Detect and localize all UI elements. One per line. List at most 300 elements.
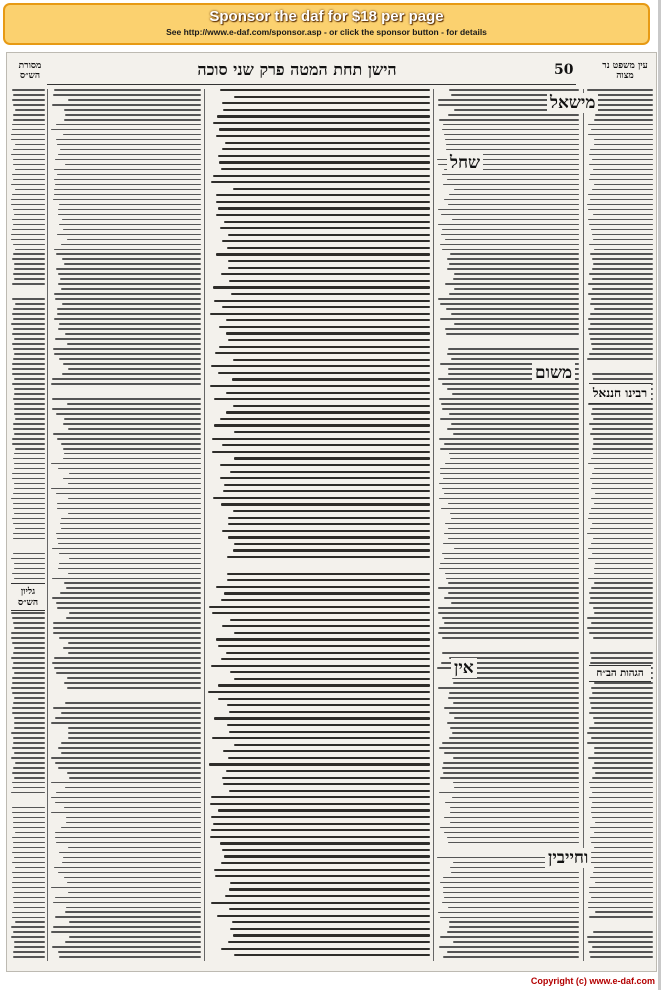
text-line	[225, 142, 430, 144]
text-line	[589, 887, 653, 889]
text-line	[58, 328, 201, 330]
text-line	[12, 912, 45, 914]
text-line	[592, 278, 653, 280]
text-line	[589, 164, 653, 166]
text-line	[61, 244, 201, 246]
text-line	[14, 353, 45, 355]
text-line	[594, 568, 653, 570]
text-line	[13, 662, 45, 664]
text-line	[14, 722, 45, 724]
text-line	[594, 847, 653, 849]
text-line	[443, 892, 579, 894]
text-line	[222, 849, 430, 851]
text-line	[448, 114, 579, 116]
text-line	[64, 807, 201, 809]
text-line	[214, 424, 430, 426]
text-line	[440, 448, 579, 450]
text-line	[591, 657, 653, 659]
text-line	[213, 175, 430, 177]
text-line	[588, 558, 653, 560]
text-line	[590, 253, 653, 255]
text-line	[231, 293, 430, 295]
text-line	[592, 159, 653, 161]
text-line	[223, 783, 430, 785]
text-line	[58, 154, 201, 156]
text-line	[68, 483, 201, 485]
text-line	[592, 373, 653, 375]
text-line	[233, 934, 430, 936]
text-line	[234, 96, 430, 98]
text-line	[451, 358, 579, 360]
text-line	[11, 637, 45, 639]
text-line	[55, 897, 201, 899]
text-line	[11, 687, 45, 689]
text-line	[442, 174, 579, 176]
text-line	[591, 343, 653, 345]
text-line	[52, 408, 201, 410]
text-line	[12, 882, 45, 884]
text-line	[58, 273, 201, 275]
text-line	[438, 587, 579, 589]
text-line	[68, 368, 201, 370]
text-line	[451, 602, 579, 604]
text-line	[589, 892, 653, 894]
text-line	[587, 936, 653, 938]
text-line	[595, 911, 653, 913]
text-line	[14, 338, 45, 340]
text-line	[14, 627, 45, 629]
text-line	[68, 732, 201, 734]
rabbeinu-chananel-header: רבינו חננאל	[589, 383, 651, 404]
text-line	[13, 553, 45, 555]
text-line	[58, 951, 201, 953]
text-line	[14, 278, 45, 280]
text-line	[444, 558, 579, 560]
text-line	[14, 433, 45, 435]
text-line	[12, 852, 45, 854]
text-line	[218, 809, 430, 811]
text-line	[62, 373, 201, 375]
text-line	[51, 722, 201, 724]
text-line	[593, 637, 653, 639]
text-line	[59, 956, 201, 958]
text-line	[51, 129, 201, 131]
text-line	[65, 941, 201, 943]
text-line	[440, 418, 579, 420]
text-line	[438, 632, 579, 634]
text-line	[438, 607, 579, 609]
text-line	[11, 234, 45, 236]
text-line	[214, 717, 430, 719]
text-line	[216, 194, 430, 196]
text-line	[442, 488, 579, 490]
text-line	[454, 548, 579, 550]
text-line	[228, 536, 430, 538]
page-header	[7, 59, 656, 81]
text-line	[226, 411, 430, 413]
text-line	[55, 298, 201, 300]
text-line	[440, 318, 579, 320]
text-line	[229, 888, 430, 890]
text-line	[591, 587, 653, 589]
text-line	[212, 737, 430, 739]
text-line	[53, 627, 201, 629]
text-line	[54, 89, 201, 91]
text-line	[68, 513, 201, 515]
text-line	[227, 704, 430, 706]
text-line	[446, 308, 579, 310]
text-line	[454, 787, 579, 789]
text-line	[227, 573, 430, 575]
text-line	[13, 931, 45, 933]
text-line	[444, 622, 579, 624]
text-line	[55, 837, 201, 839]
text-line	[440, 468, 579, 470]
text-line	[54, 657, 201, 659]
text-line	[12, 837, 45, 839]
text-line	[65, 787, 201, 789]
text-line	[57, 234, 201, 236]
text-line	[449, 89, 579, 91]
text-line	[587, 204, 653, 206]
text-line	[58, 543, 201, 545]
text-line	[13, 209, 45, 211]
text-line	[67, 677, 201, 679]
text-line	[219, 161, 430, 163]
text-line	[12, 518, 45, 520]
text-line	[587, 742, 653, 744]
text-line	[219, 128, 430, 130]
text-line	[58, 747, 201, 749]
text-line	[67, 882, 201, 884]
text-line	[439, 483, 579, 485]
text-line	[12, 363, 45, 365]
text-line	[14, 393, 45, 395]
text-line	[439, 627, 579, 629]
text-line	[590, 597, 653, 599]
text-line	[12, 617, 45, 619]
text-line	[11, 134, 45, 136]
text-line	[450, 822, 579, 824]
text-line	[62, 219, 201, 221]
text-line	[440, 563, 579, 565]
text-line	[61, 712, 201, 714]
text-line	[593, 263, 653, 265]
text-line	[12, 473, 45, 475]
text-line	[442, 249, 579, 251]
text-line	[439, 119, 579, 121]
text-line	[589, 224, 653, 226]
sponsor-banner[interactable]	[3, 3, 650, 45]
text-line	[228, 234, 430, 236]
text-line	[445, 463, 579, 465]
text-line	[594, 249, 653, 251]
text-line	[232, 378, 430, 380]
text-line	[56, 139, 201, 141]
text-line	[12, 258, 45, 260]
text-line	[13, 822, 45, 824]
text-line	[449, 194, 579, 196]
text-line	[589, 154, 653, 156]
text-line	[54, 667, 201, 669]
text-line	[451, 423, 579, 425]
text-line	[590, 702, 653, 704]
text-line	[13, 787, 45, 789]
text-line	[14, 488, 45, 490]
text-line	[53, 199, 201, 201]
text-line	[448, 348, 579, 350]
text-line	[53, 94, 201, 96]
column-divider	[47, 89, 48, 961]
sponsor-title[interactable]: Sponsor the daf for $18 per page	[209, 8, 444, 25]
text-line	[588, 134, 653, 136]
text-line	[589, 951, 653, 953]
text-line	[591, 498, 653, 500]
text-line	[593, 443, 653, 445]
text-line	[54, 169, 201, 171]
text-line	[51, 782, 201, 784]
text-line	[588, 941, 653, 943]
text-line	[447, 722, 579, 724]
text-line	[11, 936, 45, 938]
text-line	[443, 762, 579, 764]
text-line	[440, 882, 579, 884]
text-line	[52, 378, 201, 380]
text-line	[588, 518, 653, 520]
text-line	[14, 268, 45, 270]
text-line	[213, 122, 430, 124]
text-line	[13, 104, 45, 106]
text-line	[592, 189, 653, 191]
text-line	[13, 318, 45, 320]
text-line	[224, 484, 430, 486]
text-line	[592, 692, 653, 694]
text-line	[68, 652, 201, 654]
text-line	[13, 951, 45, 953]
text-line	[590, 877, 653, 879]
text-line	[14, 727, 45, 729]
text-line	[59, 563, 201, 565]
text-line	[592, 234, 653, 236]
text-line	[449, 921, 579, 923]
text-line	[222, 530, 430, 532]
text-line	[15, 418, 45, 420]
text-line	[53, 707, 201, 709]
text-line	[59, 852, 201, 854]
text-line	[234, 457, 430, 459]
paragraph-gap	[437, 338, 579, 348]
text-line	[12, 174, 45, 176]
text-line	[55, 159, 201, 161]
text-line	[214, 398, 430, 400]
text-line	[221, 862, 430, 864]
text-line	[13, 398, 45, 400]
text-line	[12, 438, 45, 440]
text-line	[593, 169, 653, 171]
text-line	[55, 762, 201, 764]
text-line	[446, 333, 579, 335]
text-line	[60, 592, 201, 594]
text-line	[591, 897, 653, 899]
text-line	[57, 508, 201, 510]
text-line	[592, 258, 653, 260]
text-line	[58, 468, 201, 470]
text-line	[51, 383, 201, 385]
text-line	[13, 273, 45, 275]
text-line	[440, 777, 579, 779]
text-line	[592, 288, 653, 290]
text-line	[14, 672, 45, 674]
text-line	[588, 907, 653, 909]
text-line	[11, 732, 45, 734]
ein-mishpat-header: עין משפט נר מצוה	[602, 61, 648, 81]
text-line	[589, 592, 653, 594]
text-line	[593, 717, 653, 719]
text-line	[448, 538, 579, 540]
text-line	[214, 869, 430, 871]
text-line	[218, 155, 430, 157]
text-line	[592, 767, 653, 769]
text-line	[588, 328, 653, 330]
text-line	[442, 229, 579, 231]
text-line	[588, 902, 653, 904]
text-line	[444, 897, 579, 899]
text-line	[213, 497, 430, 499]
page-number: 50	[554, 62, 574, 78]
text-line	[589, 782, 653, 784]
text-line	[589, 797, 653, 799]
text-line	[592, 348, 653, 350]
text-line	[60, 278, 201, 280]
text-line	[595, 493, 653, 495]
copyright-link[interactable]: Copyright (c) www.e-daf.com	[530, 976, 655, 986]
text-line	[454, 323, 579, 325]
text-line	[228, 941, 430, 943]
text-line	[68, 737, 201, 739]
text-line	[12, 478, 45, 480]
text-line	[219, 326, 430, 328]
text-line	[449, 293, 579, 295]
text-line	[12, 443, 45, 445]
text-line	[449, 263, 579, 265]
text-line	[12, 782, 45, 784]
text-line	[13, 523, 45, 525]
text-line	[595, 882, 654, 884]
text-line	[588, 757, 653, 759]
text-line	[450, 727, 579, 729]
text-line	[220, 89, 430, 91]
text-line	[591, 129, 653, 131]
text-line	[15, 528, 45, 530]
text-line	[68, 498, 201, 500]
text-line	[592, 802, 653, 804]
text-line	[57, 144, 201, 146]
text-line	[59, 553, 201, 555]
text-line	[218, 372, 430, 374]
text-line	[56, 268, 201, 270]
text-line	[52, 548, 201, 550]
text-line	[63, 458, 201, 460]
paragraph-gap	[11, 543, 45, 553]
text-line	[58, 767, 201, 769]
text-line	[13, 224, 45, 226]
text-line	[441, 403, 579, 405]
text-line	[51, 812, 201, 814]
text-line	[15, 832, 45, 834]
text-line	[209, 763, 430, 765]
text-line	[51, 463, 201, 465]
text-line	[446, 144, 579, 146]
text-line	[229, 790, 431, 792]
text-line	[442, 767, 579, 769]
text-line	[13, 503, 45, 505]
text-line	[226, 770, 430, 772]
text-line	[446, 149, 579, 151]
text-line	[592, 946, 653, 948]
text-line	[590, 338, 653, 340]
text-line	[13, 902, 45, 904]
text-line	[15, 189, 45, 191]
text-line	[591, 508, 653, 510]
text-line	[64, 453, 201, 455]
lead-word-vechayavin: וחייבין	[545, 848, 591, 868]
text-line	[11, 154, 45, 156]
running-title: הישן תחת המטה פרק שני סוכה	[197, 60, 397, 79]
text-line	[52, 946, 201, 948]
text-line	[11, 657, 45, 659]
text-line	[68, 428, 201, 430]
text-line	[595, 772, 653, 774]
text-line	[212, 612, 430, 614]
text-line	[69, 921, 201, 923]
text-line	[590, 827, 653, 829]
text-line	[234, 632, 430, 634]
paragraph-gap	[51, 388, 201, 398]
text-line	[12, 747, 45, 749]
text-line	[592, 777, 653, 779]
text-line	[591, 687, 653, 689]
text-line	[69, 473, 201, 475]
text-line	[222, 240, 430, 242]
text-line	[65, 114, 201, 116]
text-line	[451, 518, 579, 520]
text-line	[230, 619, 430, 621]
text-line	[13, 817, 45, 819]
text-line	[234, 678, 430, 680]
text-line	[592, 268, 653, 270]
text-line	[230, 928, 430, 930]
text-line	[58, 214, 201, 216]
sponsor-subtitle[interactable]: See http://www.e-daf.com/sponsor.asp - or click the sponsor button - for details	[166, 27, 487, 37]
text-line	[589, 273, 653, 275]
text-line	[14, 413, 45, 415]
text-line	[219, 346, 430, 348]
text-line	[13, 533, 45, 535]
text-line	[594, 682, 653, 684]
text-line	[12, 692, 45, 694]
text-line	[450, 253, 579, 255]
text-line	[56, 533, 201, 535]
text-line	[14, 403, 45, 405]
text-line	[63, 448, 201, 450]
text-line	[593, 538, 653, 540]
text-line	[595, 114, 653, 116]
text-line	[52, 578, 201, 580]
text-line	[12, 368, 45, 370]
text-line	[13, 348, 45, 350]
text-line	[441, 508, 579, 510]
text-line	[447, 388, 579, 390]
